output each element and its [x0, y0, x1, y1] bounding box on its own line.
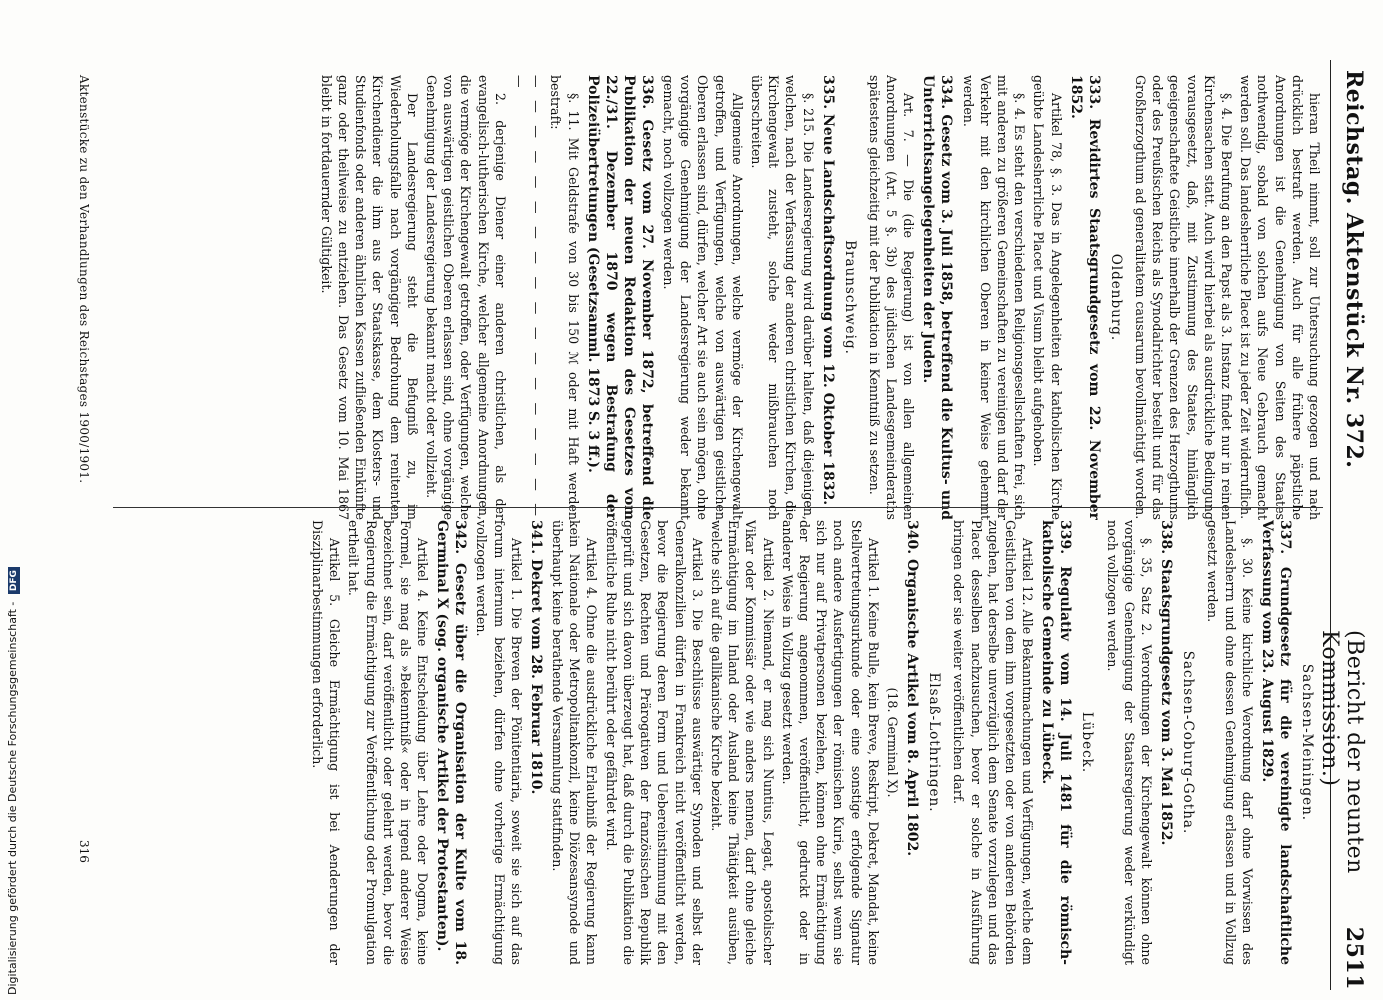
region-heading: Braunschweig.	[841, 240, 858, 355]
paragraph: (18. Germinal X).	[884, 687, 900, 798]
paragraph: §. 4. Die Berufung an den Papst als 3. Instanz findet nur in reinen Kirchensachen statt. Auch wird hierbei als ausdrückliche Bedingung vorausgesetzt, daß, mit Zustimmung des Staates, hinlänglich geeigenschaftete Geistliche innerhalb der Grenzen des Herzogthums oder des Preußischen Reichs als Synodalrichter bestellt und für das Großherzogthum ad generalitatem causarum bevollmächtigt worden.	[1132, 75, 1234, 520]
left-column	[113, 75, 1323, 520]
paragraph: Artikel 4. Ohne die ausdrückliche Erlaubniß der Regierung kann kein Nationale oder Metropolitankonzil, keine Diözesansynode und überhaupt keine berathende Versammlung stattfinden.	[550, 520, 600, 965]
paragraph: 2. derjenige Diener einer anderen christlichen, als der evangelisch-lutherischen Kirche, welcher allgemeine Anordnungen, die vermöge der Kirchengewalt getroffen, oder Verfügungen, welche von auswärtigen geistlichen Oberen erlassen sind, ohne vorgängige Genehmigung der Landesregierung bekannt macht oder vollzieht.	[424, 75, 508, 520]
paragraph: Artikel 78, §. 3. Das in Angelegenheiten der katholischen Kirche geübte Landesherrliche Placet und Visum bleibt aufgehoben.	[1031, 75, 1064, 520]
right-column	[113, 520, 1323, 965]
paragraph: — — — — — — — — — — — — — — — — — — —	[512, 75, 545, 520]
paragraph: Allgemeine Anordnungen, welche vermöge der Kirchengewalt getroffen, und Verfügungen, welche von auswärtigen geistlichen Oberen erlassen sind, dürfen, welcher Art sie auch sein mögen, ohne vorgängige Genehmigung der Landesregierung weder bekannt gemacht, noch vollzogen werden.	[660, 75, 745, 520]
paragraph: §. 35, Satz 2. Verordnungen der Kirchengewalt können ohne vorgängige Genehmigung der Staatsregierung weder verkündigt noch vollzogen werden.	[1104, 520, 1154, 965]
header-subtitle: (Bericht der neunten Kommission.)	[1317, 630, 1367, 874]
section-heading: 342. Gesetz über die Organisation der Kulte vom 18. Germinal X (sog. organische Artikel der Protestanten).	[434, 520, 469, 965]
page-header	[1317, 70, 1373, 990]
paragraph: Artikel 2. Niemand, er mag sich Nuntius, Legat, apostolischer Vikar oder Kommissär oder wie anders nennen, darf ohne gleiche Ermächtigung im Inland oder Ausland keine Thätigkeit ausüben, welche sich auf die gallikanische Kirche bezieht.	[708, 520, 776, 965]
paragraph: Art. 7. — Die (die Regierung) ist von allen allgemeinen Anordnungen (Art. 5 §. 3b) des jüdischen Landesgemeinderaths spätestens gleichzeitig mit der Publikation in Kenntniß zu setzen.	[866, 75, 917, 520]
paragraph: Artikel 4. Keine Entscheidung über Lehre oder Dogma, keine Formel, sie mag als »Bekenntniß« oder in irgend anderer Weise bezeichnet sein, darf veröffentlicht oder gelehrt werden, bevor die Regierung die Ermächtigung zur Veröffentlichung oder Promulgation ertheilt hat.	[346, 520, 431, 965]
paragraph: Artikel 5. Gleiche Ermächtigung ist bei Aenderungen der Disziplinarbestimmungen erforderlich.	[310, 520, 343, 965]
section-heading: 337. Grundgesetz für die vereinigte landschaftliche Verfassung vom 23. August 1829.	[1258, 520, 1293, 965]
header-page-number: 2511	[1341, 926, 1367, 990]
paragraph: Der Landesregierung steht die Befugniß zu, im Wiederholungsfalle nach vorgängiger Bedrohung dem renitenten Kirchendiener die ihm aus der Staatskasse, dem Klosters- und Studienfonds oder anderen ähnlichen Kassen zufließenden Einkünfte ganz oder theilweise zu entziehen. Das Gesetz vom 10. Mai 1867 bleibt in fortdauernder Gültigkeit.	[318, 75, 420, 520]
section-heading: 335. Neue Landschaftsordnung vom 12. Oktober 1832.	[819, 75, 836, 506]
header-title: Reichstag. Aktenstück Nr. 372.	[1341, 70, 1367, 469]
paragraph: §. 11. Mit Geldstrafe von 30 bis 150 ℳ oder mit Haft werden bestraft:	[548, 75, 581, 520]
paragraph: Artikel 1. Keine Bulle, kein Breve, Reskript, Dekret, Mandat, keine Stellvertretungsurkunde oder eine sonstige erfolgende Signatur noch andere Ausfertigungen der römischen Kurie, selbst wenn sie sich nur auf Privatpersonen beziehen, können ohne Ermächtigung der Regierung angenommen, veröffentlicht, gedruckt oder in anderer Weise in Vollzug gesetzt werden.	[779, 520, 881, 965]
section-heading: 334. Gesetz vom 3. Juli 1858, betreffend die Kultus- und Unterrichtsangelegenheiten der Juden.	[920, 75, 955, 520]
footer-source: Aktenstücke zu den Verhandlungen des Reichstages 1900/1901.	[77, 75, 91, 484]
section-heading: 333. Revidirtes Staatsgrundgesetz vom 22. November 1852.	[1067, 75, 1102, 520]
region-heading: Sachsen-Meiningen.	[1299, 663, 1315, 822]
dfg-logo: DFG	[8, 567, 20, 594]
region-heading: Sachsen-Coburg-Gotha.	[1180, 650, 1197, 835]
section-heading: 340. Organische Artikel vom 8. April 1802.	[903, 520, 920, 857]
section-heading: 336. Gesetz vom 27. November 1872, betreffend die Publikation der neuen Redaktion des Gesetzes vom 22./31. Dezember 1870 wegen Bestrafung der Polizeiübertretungen (Gesetzsamml. 1873 S. 3 ff.).	[584, 75, 655, 520]
region-heading: Lübeck.	[1079, 711, 1096, 774]
region-heading: Elsaß-Lothringen.	[926, 672, 943, 813]
paragraph: §. 30. Keine kirchliche Verordnung darf ohne Vorwissen des Landesherrn und ohne dessen Genehmigung erlassen und in Vollzug gesetzt werden.	[1205, 520, 1255, 965]
paragraph: Artikel 12. Alle Bekanntmachungen und Verfügungen, welche dem Geistlichen von dem ihm vorgesetzten oder von anderen Behörden zugehen, hat derselbe unverzüglich dem Senate vorzulegen und das Placet desselben nachzusuchen, bevor er solche in Ausführung bringen oder sie weiter veröffentlichen darf.	[951, 520, 1036, 965]
paragraph: Artikel 1. Die Breven der Pönitentiaria, soweit sie sich auf das forum internum beziehen, dürfen ohne vorherige Ermächtigung vollzogen werden.	[474, 520, 524, 965]
paragraph: §. 215. Die Landesregierung wird darüber halten, daß diejenigen, welchen, nach der Verfassung der anderen christlichen Kirchen, die Kirchengewalt zusteht, solche weder mißbrauchen noch überschreiten.	[748, 75, 816, 520]
side-credit	[6, 0, 20, 995]
section-heading: 341. Dekret vom 28. Februar 1810.	[527, 520, 544, 795]
footer-page-number: 316	[77, 840, 91, 863]
paragraph: §. 4. Es steht den verschiedenen Religionsgesellschaften frei, sich mit anderen zu größeren Gemeinschaften zu vereinigen und darf der Verkehr mit den kirchlichen Oberen in keiner Weise gehemmt werden.	[960, 75, 1028, 520]
region-heading: Oldenburg.	[1107, 253, 1124, 342]
side-credit-strip	[2, 0, 20, 1000]
column-divider	[113, 507, 1323, 508]
side-credit-text: Digitalisierung gefördert durch die Deutsche Forschungsgemeinschaft -	[6, 601, 19, 995]
section-heading: 338. Staatsgrundgesetz vom 3. Mai 1852.	[1157, 520, 1174, 846]
paragraph: Artikel 3. Die Beschlüsse auswärtiger Synoden und selbst der Generalkonzilien dürfen in Frankreich nicht veröffentlicht werden, bevor die Regierung deren Form und Uebereinstimmung mit den Gesetzen, Rechten und Prärogativen der französischen Republik geprüft und sich davon überzeugt hat, daß durch die Publikation die öffentliche Ruhe nicht berührt oder gefährdet wird.	[603, 520, 705, 965]
paragraph: hieran Theil nimmt, soll zur Untersuchung gezogen und nach drücklich bestraft werden. Auch für alle frühere päpstliche Anordnungen ist die Genehmigung von Seiten des Staates nothwendig, sobald von solchen aufs Neue Gebrauch gemacht werden soll. Das landesherrliche Placet ist zu jeder Zeit widerruflich.	[1238, 75, 1322, 520]
header-rule	[1330, 60, 1331, 990]
section-heading: 339. Regulativ vom 14. Juli 1481 für die römisch-katholische Gemeinde zu Lübeck.	[1039, 520, 1074, 965]
